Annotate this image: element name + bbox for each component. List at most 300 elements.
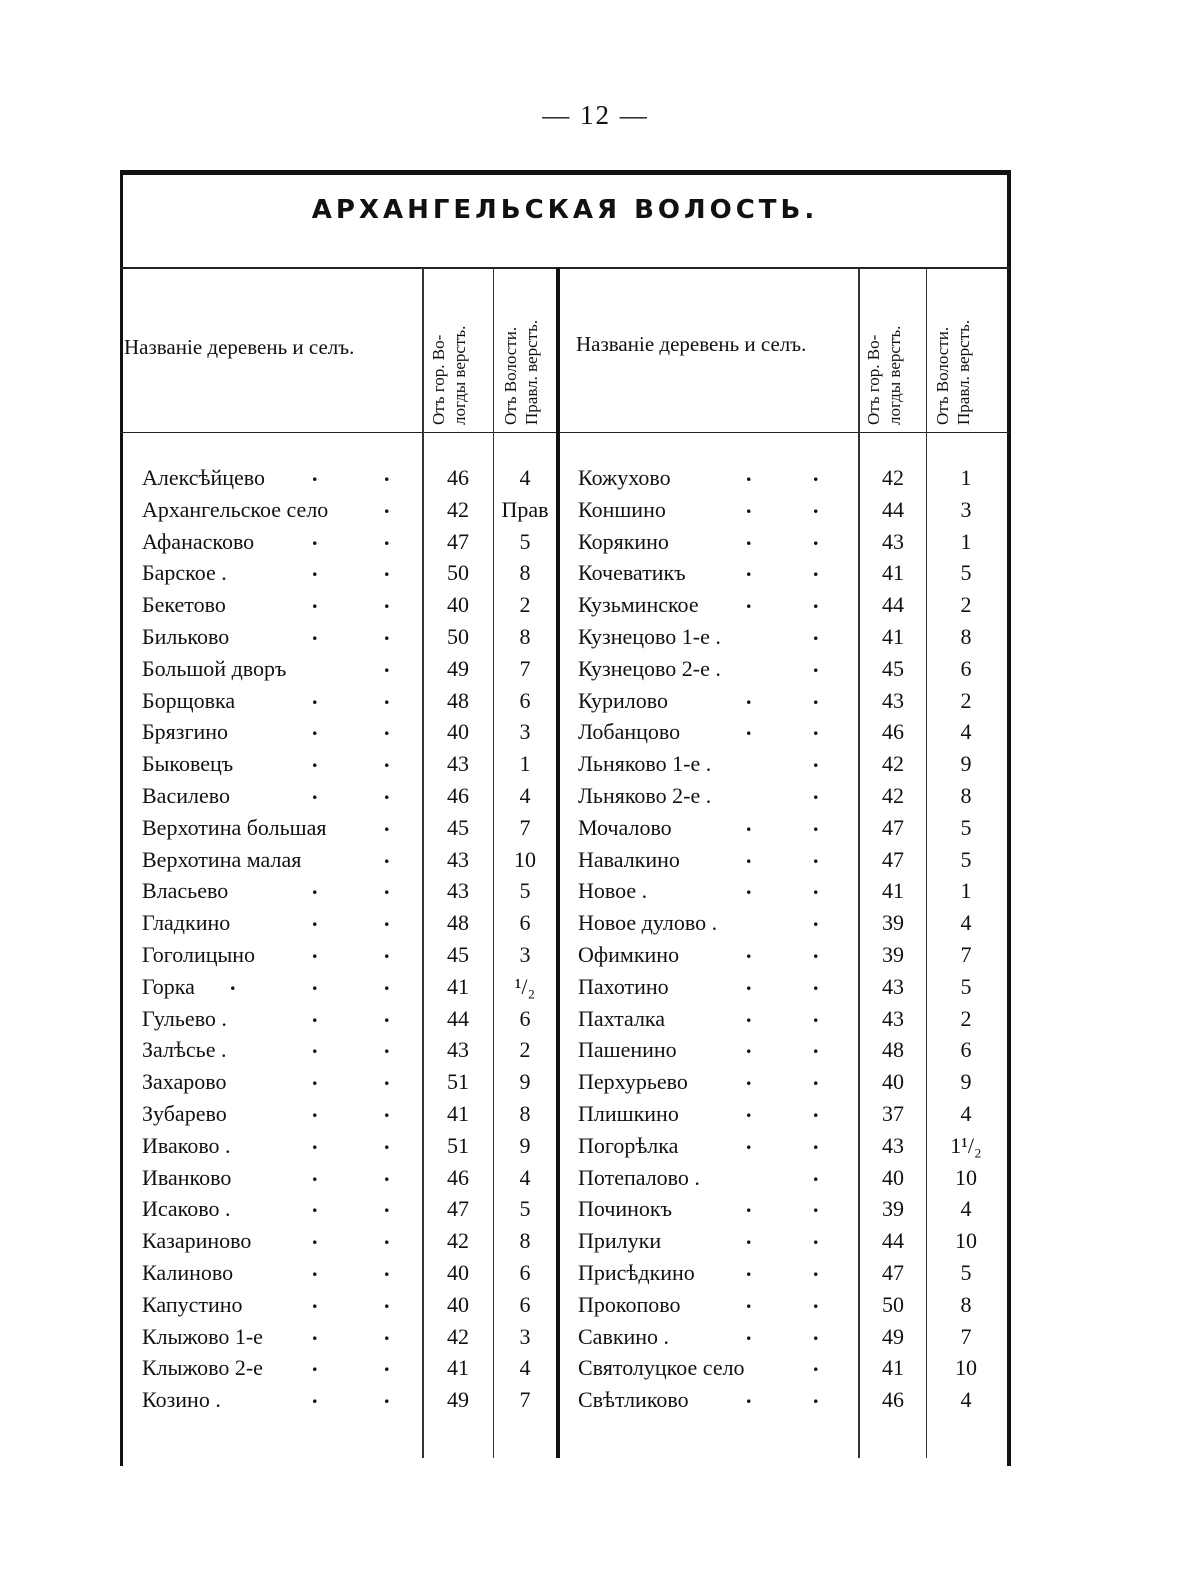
village-row — [578, 588, 1008, 624]
village-row — [142, 1192, 552, 1228]
left-vologda-header-line1: Отъ гор. Во- — [429, 334, 448, 425]
right-vologda-header-line1: Отъ гор. Во- — [864, 334, 883, 425]
village-row — [578, 1160, 1008, 1197]
distance-volost: 8 — [519, 623, 531, 649]
leader-dot: . — [746, 1065, 752, 1091]
village-name: Присѣдкино — [578, 1259, 695, 1285]
leader-dot: . — [384, 1255, 390, 1281]
leader-dot: . — [312, 1065, 318, 1091]
distance-vologda: 39 — [882, 910, 904, 936]
leader-dot: . — [384, 778, 390, 804]
leader-dot: . — [746, 492, 752, 518]
village-name: Зубарево — [142, 1100, 227, 1126]
village-name: Исаково . — [142, 1196, 231, 1222]
village-row — [142, 1033, 552, 1069]
distance-vologda: 40 — [882, 1069, 904, 1095]
village-name: Клыжово 2-е — [142, 1355, 263, 1381]
leader-dot: . — [312, 1224, 318, 1250]
village-name: Большой дворъ — [142, 655, 287, 681]
distance-vologda: 41 — [447, 1100, 469, 1126]
distance-vologda: 46 — [447, 782, 469, 808]
distance-volost: 9 — [960, 1069, 972, 1095]
village-row — [578, 461, 1008, 497]
distance-volost: 8 — [519, 1100, 531, 1126]
leader-dot: . — [312, 1351, 318, 1377]
distance-vologda: 42 — [447, 1323, 469, 1349]
leader-dot: . — [813, 556, 819, 582]
leader-dot: . — [746, 810, 752, 836]
village-name: Алексѣйцево — [142, 465, 266, 490]
distance-volost: 5 — [960, 814, 972, 840]
village-name: Кожухово — [578, 465, 671, 490]
village-row — [578, 1001, 1008, 1038]
village-row — [578, 1033, 1008, 1069]
leader-dot: . — [312, 1255, 318, 1281]
leader-dot: . — [312, 683, 318, 709]
village-row — [142, 937, 552, 974]
village-row — [578, 683, 1008, 720]
distance-volost: 7 — [519, 655, 531, 681]
leader-dot: . — [312, 1287, 318, 1313]
distance-vologda: 41 — [447, 1355, 469, 1381]
village-name: Калиново — [142, 1259, 234, 1285]
village-name: Потепалово . — [578, 1164, 700, 1190]
distance-volost: 4 — [960, 1196, 972, 1222]
village-name: Савкино . — [578, 1323, 670, 1349]
leader-dot: . — [813, 1255, 819, 1281]
distance-vologda: 43 — [447, 1037, 469, 1063]
distance-vologda: 41 — [882, 878, 904, 904]
village-name: Курилово — [578, 687, 669, 713]
leader-dot: . — [312, 747, 318, 773]
distance-volost: 2 — [960, 687, 972, 713]
village-name: Быковецъ — [142, 751, 234, 777]
distance-volost: 8 — [519, 560, 531, 586]
distance-vologda: 48 — [447, 687, 469, 713]
distance-volost: 4 — [519, 1164, 531, 1190]
distance-vologda: 44 — [882, 1228, 904, 1254]
distance-vologda: 42 — [447, 1228, 469, 1254]
distance-vologda: 40 — [447, 1259, 469, 1285]
leader-dot: . — [813, 842, 819, 868]
distance-volost: 5 — [960, 1259, 972, 1285]
leader-dot: . — [384, 619, 390, 645]
leader-dot: . — [312, 619, 318, 645]
distance-vologda: 39 — [882, 941, 904, 967]
distance-volost: 4 — [519, 782, 531, 808]
distance-vologda: 37 — [882, 1100, 904, 1126]
leader-dot: . — [813, 747, 819, 773]
leader-dot: . — [813, 715, 819, 741]
distance-vologda: 49 — [447, 655, 469, 681]
distance-vologda: 41 — [882, 1355, 904, 1381]
village-name: Свѣтликово — [578, 1387, 689, 1413]
village-row — [578, 1065, 1008, 1101]
village-row — [578, 1224, 1008, 1260]
leader-dot: . — [384, 1128, 390, 1154]
leader-dot: . — [384, 524, 390, 550]
village-name: Захарово — [142, 1069, 227, 1095]
village-name: Пахотино — [578, 973, 669, 999]
village-name: Горка — [142, 973, 195, 999]
right-volost-header — [932, 320, 974, 425]
village-name: Клыжово 1-е — [142, 1323, 263, 1349]
left-vologda-header — [428, 326, 470, 425]
village-row — [142, 1319, 552, 1356]
village-name: Василево — [142, 782, 230, 808]
distance-vologda: 40 — [882, 1164, 904, 1190]
leader-dot: . — [384, 969, 390, 995]
distance-volost: 7 — [960, 1323, 972, 1349]
distance-volost: 6 — [519, 910, 531, 936]
leader-dot: . — [384, 1160, 390, 1186]
village-row — [578, 1128, 1008, 1165]
leader-dot: . — [384, 492, 390, 518]
distance-volost: 9 — [960, 751, 972, 777]
village-row — [142, 778, 552, 815]
distance-vologda: 40 — [447, 1291, 469, 1317]
leader-dot: . — [813, 461, 819, 486]
leader-dot: . — [312, 906, 318, 932]
village-row — [142, 556, 552, 592]
village-row — [578, 937, 1008, 974]
right-vologda-header — [863, 326, 905, 425]
village-row — [142, 588, 552, 624]
leader-dot: . — [813, 810, 819, 836]
village-row — [578, 1351, 1008, 1387]
leader-dot: . — [230, 969, 236, 995]
leader-dot: . — [746, 1096, 752, 1122]
leader-dot: . — [384, 1224, 390, 1250]
leader-dot: . — [384, 906, 390, 932]
distance-volost: 9 — [519, 1132, 531, 1158]
village-name: Офимкино — [578, 941, 680, 967]
distance-volost: 4 — [960, 910, 972, 936]
distance-volost: 5 — [519, 878, 531, 904]
distance-volost: 6 — [519, 687, 531, 713]
village-name: Мочалово — [578, 814, 672, 840]
distance-vologda: 47 — [882, 846, 904, 872]
village-name: Прокопово — [578, 1291, 681, 1317]
distance-vologda: 46 — [447, 1164, 469, 1190]
leader-dot: . — [312, 874, 318, 900]
leader-dot: . — [746, 1383, 752, 1409]
village-name: Льняково 2-е . — [578, 782, 712, 808]
leader-dot: . — [312, 1096, 318, 1122]
leader-dot: . — [384, 683, 390, 709]
leader-dot: . — [746, 1287, 752, 1313]
leader-dot: . — [384, 1192, 390, 1218]
distance-vologda: 44 — [882, 592, 904, 618]
village-row — [142, 874, 552, 910]
distance-vologda: 43 — [447, 878, 469, 904]
leader-dot: . — [813, 1224, 819, 1250]
leader-dot: . — [813, 492, 819, 518]
village-name: Бильково — [142, 623, 230, 649]
distance-volost: 4 — [960, 1387, 972, 1413]
village-name: Кузнецово 1-е . — [578, 623, 721, 649]
village-row — [578, 524, 1008, 561]
distance-volost: 3 — [960, 496, 972, 522]
leader-dot: . — [384, 1319, 390, 1345]
village-row — [578, 969, 1008, 1006]
distance-vologda: 43 — [882, 1005, 904, 1031]
village-name: Льняково 1-е . — [578, 751, 712, 777]
leader-dot: . — [384, 1096, 390, 1122]
village-row — [142, 1224, 552, 1260]
distance-volost: 6 — [960, 655, 972, 681]
distance-volost: 6 — [519, 1005, 531, 1031]
distance-vologda: 51 — [447, 1132, 469, 1158]
village-name: Перхурьево — [578, 1069, 688, 1095]
village-row — [142, 619, 552, 656]
distance-vologda: 41 — [882, 623, 904, 649]
leader-dot: . — [384, 1287, 390, 1313]
distance-volost: 10 — [955, 1164, 977, 1190]
distance-vologda: 49 — [882, 1323, 904, 1349]
village-row — [578, 1096, 1008, 1133]
leader-dot: . — [384, 1351, 390, 1377]
leader-dot: . — [746, 1192, 752, 1218]
village-name: Борщовка — [142, 687, 236, 713]
village-row — [142, 1160, 552, 1197]
distance-volost: 9 — [519, 1069, 531, 1095]
distance-vologda: 41 — [882, 560, 904, 586]
leader-dot: . — [813, 524, 819, 550]
distance-vologda: 43 — [882, 1132, 904, 1158]
distance-volost: 2 — [519, 592, 531, 618]
village-name: Власьево — [142, 878, 229, 904]
leader-dot: . — [746, 1319, 752, 1345]
leader-dot: . — [813, 588, 819, 614]
distance-volost: 4 — [960, 719, 972, 745]
leader-dot: . — [813, 906, 819, 932]
table-frame — [120, 170, 1010, 1466]
village-row — [578, 1383, 1008, 1419]
village-name: Святолуцкое село — [578, 1355, 745, 1381]
village-row — [142, 1128, 552, 1165]
distance-volost: 8 — [960, 623, 972, 649]
village-name: Капустино — [142, 1291, 243, 1317]
village-name: Архангельское село — [142, 496, 329, 522]
distance-vologda: 50 — [447, 560, 469, 586]
right-name-header: Названіе деревень и селъ. — [576, 332, 807, 356]
distance-vologda: 42 — [447, 496, 469, 522]
leader-dot: . — [813, 1160, 819, 1186]
village-name: Новое . — [578, 878, 648, 904]
leader-dot: . — [746, 683, 752, 709]
leader-dot: . — [384, 461, 390, 486]
distance-volost: 4 — [519, 465, 531, 490]
leader-dot: . — [312, 588, 318, 614]
distance-vologda: 43 — [447, 751, 469, 777]
distance-vologda: 43 — [882, 687, 904, 713]
distance-volost: 1 — [519, 751, 531, 777]
village-row — [578, 810, 1008, 847]
leader-dot: . — [312, 1160, 318, 1186]
leader-dot: . — [384, 651, 390, 677]
village-row — [578, 747, 1008, 783]
distance-volost: Прав — [501, 496, 549, 522]
distance-vologda: 39 — [882, 1196, 904, 1222]
distance-vologda: 45 — [882, 655, 904, 681]
leader-dot: . — [312, 778, 318, 804]
distance-vologda: 43 — [882, 973, 904, 999]
village-row — [578, 556, 1008, 592]
distance-vologda: 47 — [447, 528, 469, 554]
leader-dot: . — [813, 969, 819, 995]
distance-volost: 8 — [519, 1228, 531, 1254]
leader-dot: . — [746, 969, 752, 995]
left-volost-header-line2: Правл. верстъ. — [522, 319, 541, 425]
distance-volost: 6 — [519, 1291, 531, 1317]
leader-dot: . — [312, 1383, 318, 1409]
village-name: Гульево . — [142, 1005, 227, 1031]
distance-vologda: 40 — [447, 719, 469, 745]
village-name: Пашенино — [578, 1037, 677, 1063]
distance-volost: 1 — [960, 878, 972, 904]
distance-volost: 10 — [955, 1228, 977, 1254]
village-row — [578, 1319, 1008, 1356]
leader-dot: . — [813, 619, 819, 645]
leader-dot: . — [384, 842, 390, 868]
village-row — [142, 1065, 552, 1101]
distance-vologda: 47 — [882, 814, 904, 840]
distance-vologda: 50 — [882, 1291, 904, 1317]
village-name: Верхотина малая — [142, 846, 302, 872]
col-rule-center — [556, 268, 560, 1458]
village-row — [142, 492, 552, 529]
leader-dot: . — [746, 1224, 752, 1250]
leader-dot: . — [312, 1319, 318, 1345]
village-row — [142, 906, 552, 942]
leader-dot: . — [813, 651, 819, 677]
leader-dot: . — [813, 1351, 819, 1377]
distance-vologda: 46 — [882, 719, 904, 745]
village-name: Афанасково — [142, 528, 255, 554]
village-name: Кузнецово 2-е . — [578, 655, 721, 681]
leader-dot: . — [312, 715, 318, 741]
leader-dot: . — [384, 747, 390, 773]
village-name: Иваково . — [142, 1132, 231, 1158]
village-name: Починокъ — [578, 1196, 672, 1222]
distance-volost: 5 — [960, 560, 972, 586]
leader-dot: . — [384, 874, 390, 900]
left-rule — [120, 170, 123, 1466]
left-volost-header — [500, 320, 542, 425]
village-name: Гладкино — [142, 910, 231, 936]
village-name: Козино . — [142, 1387, 221, 1413]
village-row — [578, 651, 1008, 688]
distance-vologda: 46 — [447, 465, 469, 490]
page-number: — 12 — — [542, 100, 649, 130]
distance-volost: 3 — [519, 941, 531, 967]
village-name: Брязгино — [142, 719, 229, 745]
distance-volost: 1¹/₂ — [950, 1132, 982, 1158]
leader-dot: . — [384, 1065, 390, 1091]
leader-dot: . — [813, 1033, 819, 1059]
left-vologda-header-line2: логды верстъ. — [450, 325, 469, 425]
distance-volost: 2 — [960, 1005, 972, 1031]
village-row — [578, 874, 1008, 910]
leader-dot: . — [813, 778, 819, 804]
leader-dot: . — [746, 937, 752, 963]
distance-vologda: 48 — [447, 910, 469, 936]
right-volost-header-line1: Отъ Волости. — [933, 326, 952, 425]
leader-dot: . — [312, 937, 318, 963]
leader-dot: . — [312, 1001, 318, 1027]
leader-dot: . — [746, 874, 752, 900]
distance-vologda: 50 — [447, 623, 469, 649]
village-row — [142, 1001, 552, 1038]
leader-dot: . — [384, 1001, 390, 1027]
village-row — [578, 492, 1008, 529]
top-rule — [120, 170, 1010, 175]
village-row — [578, 778, 1008, 815]
village-name: Барское . — [142, 560, 227, 586]
distance-volost: 1 — [960, 465, 972, 490]
leader-dot: . — [813, 1001, 819, 1027]
village-row — [142, 1096, 552, 1133]
village-name: Плишкино — [578, 1100, 679, 1126]
village-row — [142, 747, 552, 783]
leader-dot: . — [746, 1255, 752, 1281]
village-row — [578, 715, 1008, 751]
leader-dot: . — [813, 1096, 819, 1122]
village-row — [142, 461, 552, 497]
leader-dot: . — [746, 842, 752, 868]
distance-volost: 6 — [519, 1259, 531, 1285]
leader-dot: . — [312, 969, 318, 995]
distance-volost: 10 — [514, 846, 536, 872]
leader-dot: . — [746, 556, 752, 582]
left-volost-header-line1: Отъ Волости. — [501, 326, 520, 425]
leader-dot: . — [813, 683, 819, 709]
right-vologda-header-line2: логды верстъ. — [885, 325, 904, 425]
distance-volost: 7 — [519, 1387, 531, 1413]
distance-volost: 5 — [519, 528, 531, 554]
village-row — [578, 1192, 1008, 1228]
distance-volost: 5 — [960, 846, 972, 872]
village-row — [142, 842, 552, 879]
section-title: АРХАНГЕЛЬСКАЯ ВОЛОСТЬ. — [311, 195, 819, 225]
village-name: Гоголицыно — [142, 941, 256, 967]
distance-vologda: 47 — [447, 1196, 469, 1222]
distance-vologda: 48 — [882, 1037, 904, 1063]
village-row — [142, 1287, 552, 1324]
village-name: Верхотина большая — [142, 814, 327, 840]
leader-dot: . — [813, 1319, 819, 1345]
leader-dot: . — [813, 874, 819, 900]
village-row — [142, 683, 552, 720]
right-volost-header-line2: Правл. верстъ. — [954, 319, 973, 425]
village-name: Корякино — [578, 528, 669, 554]
leader-dot: . — [384, 937, 390, 963]
village-row — [142, 810, 552, 847]
distance-vologda: 44 — [882, 496, 904, 522]
distance-volost: 3 — [519, 719, 531, 745]
distance-volost: ¹/₂ — [514, 973, 536, 999]
left-village-list — [142, 461, 552, 1419]
village-name: Новое дулово . — [578, 910, 718, 936]
distance-volost: 7 — [519, 814, 531, 840]
distance-volost: 1 — [960, 528, 972, 554]
village-row — [142, 969, 552, 1006]
leader-dot: . — [384, 715, 390, 741]
distance-vologda: 47 — [882, 1259, 904, 1285]
distance-volost: 4 — [519, 1355, 531, 1381]
leader-dot: . — [312, 1033, 318, 1059]
